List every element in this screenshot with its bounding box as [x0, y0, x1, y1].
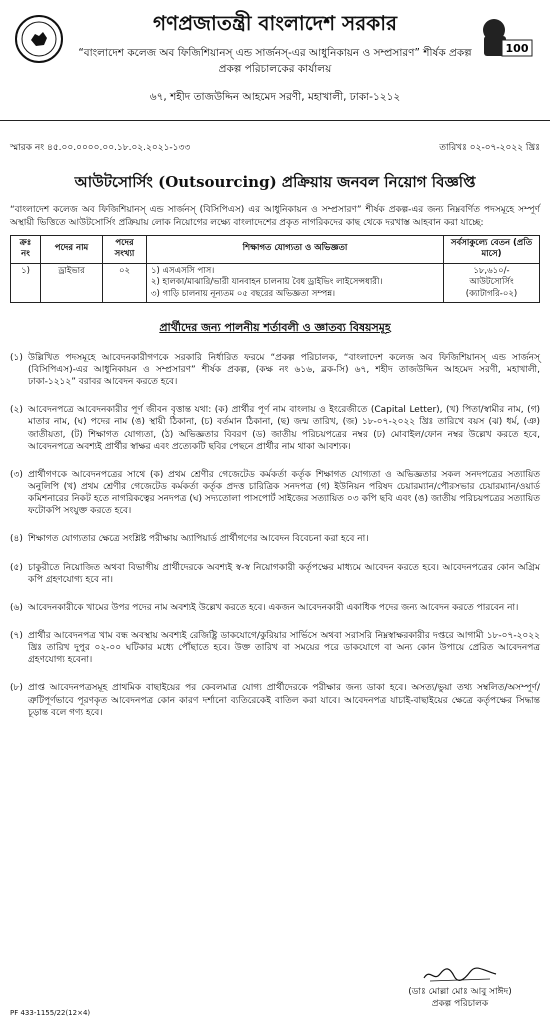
header-divider [0, 120, 550, 121]
term-number: (৭) [10, 630, 23, 641]
term-number: (৬) [10, 602, 23, 613]
col-salary: সর্বসাকুল্যে বেতন (প্রতি মাসে) [444, 235, 540, 263]
term-text: আবেদনকারীকে খামের উপর পদের নাম অবশ্যই উল্লেখ করতে হবে। একজন আবেদনকারী একাধিক পদের জন্য আবেদন করতে পারবেন না। [28, 602, 519, 613]
government-seal-icon [14, 14, 64, 64]
list-item [10, 562, 540, 586]
col-qualification: শিক্ষাগত যোগ্যতা ও অভিজ্ঞতা [147, 235, 444, 263]
salary-category: (ক্যাটাগরি-০২) [465, 288, 518, 299]
signatory-name: (ডাঃ মোল্লা মোঃ আবু সাঈদ) [408, 986, 512, 997]
handwritten-signature-icon [420, 964, 500, 984]
notice-title: আউটসোর্সিং (Outsourcing) প্রক্রিয়ায় জনবল নিয়োগ বিজ্ঞপ্তি [74, 173, 476, 192]
list-item [10, 630, 540, 666]
print-code: PF 433-1155/22(12×4) [10, 1008, 91, 1017]
term-text: শিক্ষাগত যোগ্যতার ক্ষেত্রে সংশ্লিষ্ট পরীক্ষায় অ্যাপিয়ার্ড প্রার্থীগণের আবেদন বিবেচনা করা হবে না। [28, 534, 369, 545]
col-serial: ক্রঃ নং [11, 235, 41, 263]
qualification-3: ৩) গাড়ি চালনায় নূন্যতম ০৫ বছরের অভিজ্ঞতা সম্পন্ন। [151, 288, 336, 299]
memo-row [10, 142, 540, 154]
list-item [10, 469, 540, 518]
row-count: ০২ [103, 263, 147, 302]
memo-date: তারিখঃ ০২-০৭-২০২২ খ্রিঃ [439, 143, 540, 153]
list-item [10, 682, 540, 718]
posts-table [10, 235, 540, 303]
row-post: ড্রাইভার [41, 263, 103, 302]
signature-block [390, 964, 530, 1010]
salary-type: আউটসোর্সিং [469, 277, 514, 288]
office-address: ৬৭, শহীদ তাজউদ্দিন আহমেদ সরণী, মহাখালী, ঢাকা-১২১২ [149, 91, 401, 104]
list-item [10, 533, 540, 545]
intro-paragraph: “বাংলাদেশ কলেজ অব ফিজিশিয়ানস্ এন্ড সার্জনস্ (বিসিপিএস) এর আধুনিকায়ন ও সম্প্রসারণ” শীর্ষক প্রকল্প-এর জন্য নিম্নবর্ণিত পদসমূহে সম্পূর্ণ অস্থায়ী ভিত্তিতে আউটসোর্সিং প্রক্রিয়ায় লোক নিয়োগের লক্ষ্যে বাংলাদেশের প্রকৃত নাগরিকদের কাছ থেকে দরখাস্ত আহবান করা যাচ্ছে: [10, 205, 540, 228]
qualification-2: ২) হালকা/মাঝারি/ভারী যানবাহন চালনায় বৈধ ড্রাইভিং লাইসেন্সধারী। [151, 277, 383, 288]
row-salary [444, 263, 540, 302]
term-number: (৩) [10, 469, 23, 480]
term-number: (২) [10, 405, 23, 416]
terms-list [10, 352, 540, 719]
term-text: প্রার্থীর আবেদনপত্র খাম বন্ধ অবস্থায় অবশ্যই রেজিষ্ট্রি ডাকযোগে/কুরিয়ার সার্ভিসে অথবা সরাসরি নিম্নস্বাক্ষরকারীর দপ্তরে আগামী ১৮-০৭-২০২২ খ্রিঃ তারিখ দুপুর ০২-০০ ঘটিকার মধ্যে পৌঁছাতে হবে। উক্ত তারিখ বা সময়ের পরে ডাকযোগে বা অন্য কোন উপায়ে প্রেরিত আবেদনপত্র গ্রহণযোগ্য হবেনা। [28, 630, 540, 666]
term-text: প্রাপ্ত আবেদনপত্রসমূহ প্রাথমিক বাছাইয়ের পর কেবলমাত্র যোগ্য প্রার্থীদেরকে পরীক্ষার জন্য ডাকা হবে। অসত্য/ভুয়া তথ্য সম্বলিত/অসম্পূর্ণ/ত্রুটিপূর্ণভাবে পূরণকৃত আবেদনপত্র কোন কারণ দর্শানো ব্যতিরেকেই বাতিল করা যাবে। আবেদনপত্র যাচাই-বাছাইয়ের ক্ষেত্রে কর্তৃপক্ষের সিদ্ধান্ত চূড়ান্ত বলে গণ্য হবে। [28, 683, 540, 718]
table-header-row [11, 235, 540, 263]
col-post: পদের নাম [41, 235, 103, 263]
list-item [10, 602, 540, 614]
office-name: প্রকল্প পরিচালকের কার্যালয় [218, 63, 332, 76]
row-serial: ১) [11, 263, 41, 302]
memo-reference: স্মারক নং ৪৫.০০.০০০০.০০.১৮.০২.২০২১-১৩৩ [10, 143, 191, 153]
row-qualification [147, 263, 444, 302]
mujib-100-logo-icon [476, 12, 536, 62]
term-text: প্রার্থীগণকে আবেদনপত্রের সাথে (ক) প্রথম শ্রেণীর গেজেটেড কর্মকর্তা কর্তৃক শিক্ষাগত যোগ্যতা ও অভিজ্ঞতার সকল সনদপত্রের সত্যায়িত অনুলিপি (খ) প্রথম শ্রেণীর গেজেটেড কর্মকর্তা কর্তৃক প্রদত্ত চারিত্রিক সনদপত্র (গ) ইউনিয়ন পরিষদ চেয়ারম্যান/পৌরসভার চেয়ারম্যান/ওয়ার্ড কমিশনারের নিকট হতে নাগরিকত্বের সনদপত্র (ঘ) সদ্যতোলা পাসপোর্ট সাইজের সত্যায়িত ০৩ কপি ছবি এবং (ঙ) জাতীয় পরিচয়পত্রের সত্যায়িত ফটোকপি সংযুক্ত করতে হবে। [28, 469, 540, 517]
list-item [10, 352, 540, 388]
term-number: (৪) [10, 534, 23, 545]
letterhead [10, 10, 540, 128]
term-text: উল্লিখিত পদসমূহে আবেদনকারীগণকে সরকারি নির্ধারিত ফরমে “প্রকল্প পরিচালক, “বাংলাদেশ কলেজ অব ফিজিশিয়ানস্ এন্ড সার্জনস্ (বিসিপিএস)-এর আধুনিকায়ন ও সম্প্রসারণ” শীর্ষক প্রকল্প, (কক্ষ নং ৬১৬, ব্লক-সি) ৬৭, শহীদ তাজউদ্দিন আহমেদ সরণী, মহাখালী, ঢাকা-১২১২” বরাবর আবেদন করতে হবে। [28, 352, 540, 388]
col-count: পদের সংখ্যা [103, 235, 147, 263]
project-name: “বাংলাদেশ কলেজ অব ফিজিশিয়ানস্ এন্ড সার্জনস্-এর আধুনিকায়ন ও সম্প্রসারণ” শীর্ষক প্রকল্প [78, 47, 472, 59]
terms-title: প্রার্থীদের জন্য পালনীয় শর্তাবলী ও জ্ঞাতব্য বিষয়সমূহ [159, 321, 391, 335]
term-number: (৫) [10, 562, 23, 573]
term-text: চাকুরীতে নিয়োজিত অথবা বিভাগীয় প্রার্থীদেরকে অবশ্যই স্ব-স্ব নিয়োগকারী কর্তৃপক্ষের মাধ্যমে আবেদন করতে হবে। আবেদনপত্রের কোন অগ্রিম কপি গ্রহণযোগ্য হবে না। [28, 562, 540, 585]
table-row [11, 263, 540, 302]
svg-text:100: 100 [505, 42, 529, 55]
salary-amount: ১৮,৬১০/- [473, 265, 510, 276]
term-text: আবেদনপত্রে আবেদনকারীর পূর্ণ জীবন বৃত্তান্ত যথা: (ক) প্রার্থীর পূর্ণ নাম বাংলায় ও ইংরেজীতে (Capital Letter), (খ) পিতা/স্বামীর নাম, (গ) মাতার নাম, (ঘ) পদের নাম (ঙ) স্থায়ী ঠিকানা, (চ) বর্তমান ঠিকানা, (ছ) জন্ম তারিখ, (জ) ১৮-০৭-২০২২ খ্রিঃ তারিখে বয়স (ঝ) ধর্ম, (ঞ) জাতীয়তা, (ট) শিক্ষাগত যোগ্যতা, (ঠ) অভিজ্ঞতার বিবরণ (ড) জাতীয় পরিচয়পত্রের নম্বর (ঢ) মোবাইল/ফোন নম্বর উল্লেখ করতে হবে, আবেদনপত্রে অবশ্যই প্রার্থীর স্বাক্ষর এবং প্রত্যেকটি ছবির পেছনে প্রার্থীর নাম থাকা আবশ্যক। [28, 405, 540, 452]
list-item [10, 404, 540, 453]
term-number: (৮) [10, 683, 23, 694]
qualification-1: ১) এসএসসি পাস। [151, 265, 215, 276]
signatory-designation: প্রকল্প পরিচালক [431, 998, 489, 1009]
government-name: গণপ্রজাতন্ত্রী বাংলাদেশ সরকার [153, 11, 397, 35]
term-number: (১) [10, 352, 23, 363]
